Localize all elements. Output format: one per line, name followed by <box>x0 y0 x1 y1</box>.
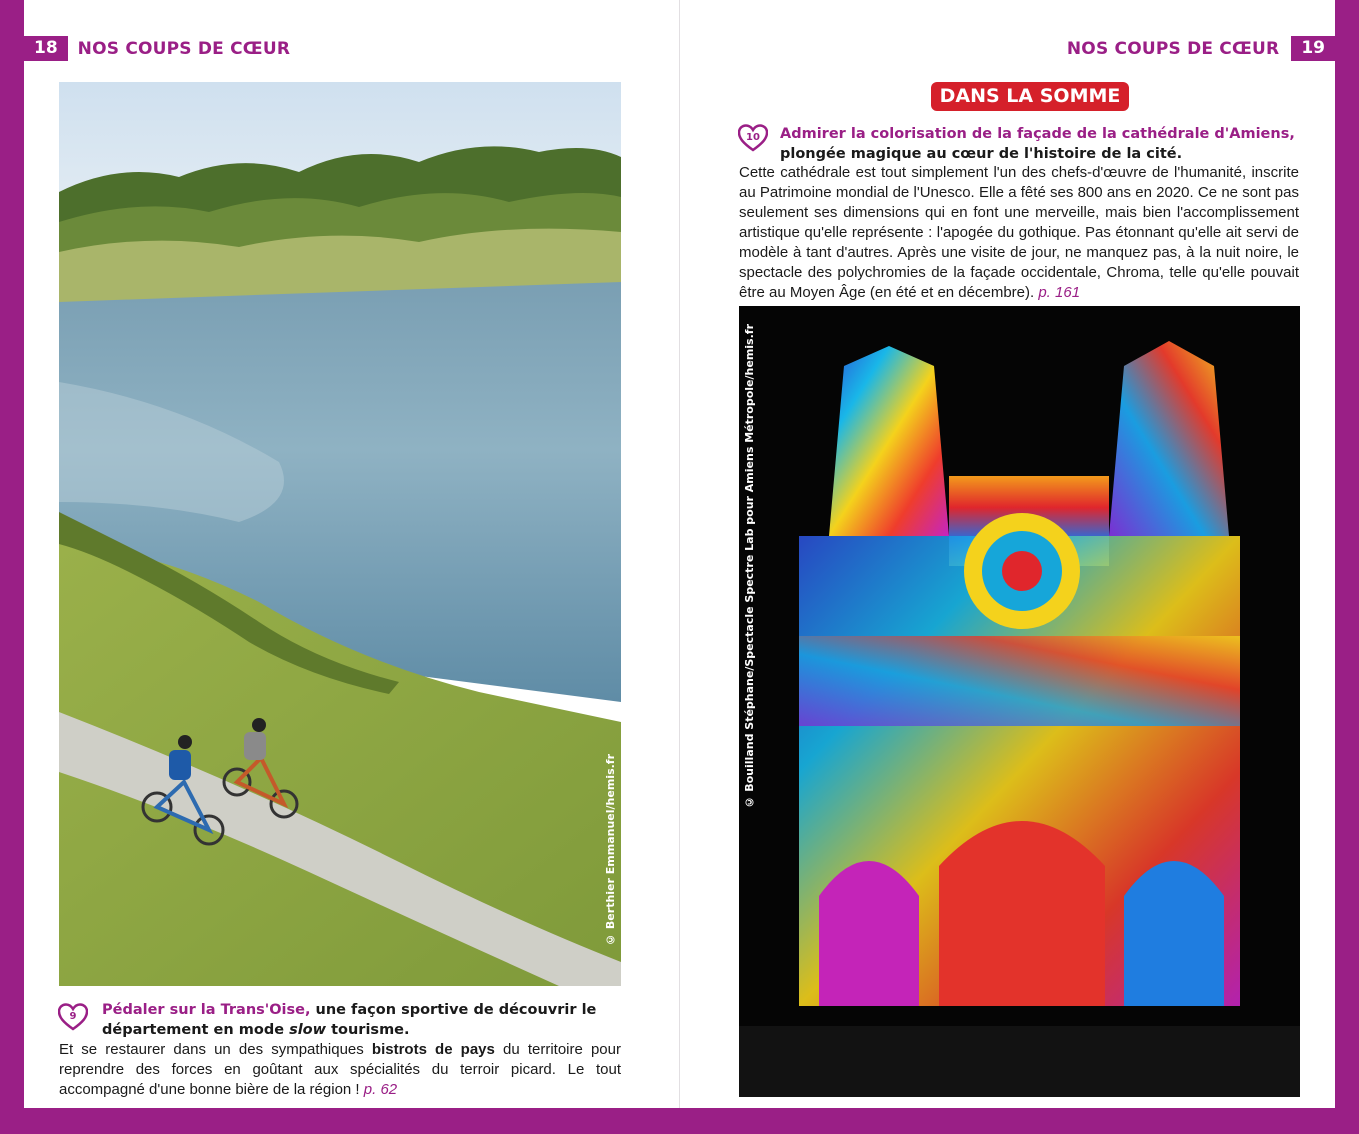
right-page <box>680 0 1335 1108</box>
item-lead-line2: plongée magique au cœur de l'histoire de la cité. <box>780 146 1183 162</box>
item-body-b: du territoire pour reprendre des forces en goûtant aux spécialités du terroir picard. Le tout accompagné d'une bonne bière de la région ! <box>59 1041 621 1098</box>
region-badge: DANS LA SOMME <box>931 82 1129 111</box>
cathedral-photo <box>739 306 1300 1097</box>
lake-landscape-illustration <box>59 82 621 986</box>
item-body-a: Et se restaurer dans un des sympathiques <box>59 1041 372 1058</box>
right-page-header <box>1067 36 1335 61</box>
item-lead-line1: Admirer la colorisation de la façade de la cathédrale d'Amiens, <box>780 126 1295 142</box>
cyclists-lake-photo <box>59 82 621 986</box>
photo-credit: © Bouilland Stéphane/Spectacle Spectre Lab pour Amiens Métropole/hemis.fr <box>743 324 756 809</box>
item-body-bold: bistrots de pays <box>371 1041 495 1058</box>
item-lead-highlight: Pédaler sur la Trans'Oise, <box>102 1002 311 1018</box>
heart-number-icon <box>738 124 768 152</box>
item-lead-line1: une façon sportive de découvrir le <box>310 1002 597 1018</box>
photo-credit: © Berthier Emmanuel/hemis.fr <box>604 754 617 946</box>
item-lead-line2-a: département en mode <box>102 1022 290 1038</box>
item-lead-italic: slow <box>289 1022 327 1038</box>
heart-number-icon <box>58 1003 88 1031</box>
page-reference-link[interactable]: p. 62 <box>363 1081 398 1098</box>
cathedral-illustration <box>739 306 1300 1097</box>
item-lead-line2-b: tourisme. <box>326 1022 410 1038</box>
item-number: 10 <box>746 132 760 143</box>
item-lead <box>780 124 1300 164</box>
bottom-strip <box>0 1108 1359 1134</box>
page-number: 18 <box>24 36 68 61</box>
section-title: NOS COUPS DE CŒUR <box>77 38 291 59</box>
left-page-header <box>24 36 290 61</box>
left-page <box>24 0 679 1108</box>
item-body-text: Cette cathédrale est tout simplement l'un des chefs-d'œuvre de l'humanité, inscrite au Patrimoine mondial de l'Unesco. Elle a fêté ses 800 ans en 2020. Ce ne sont pas seulement ses dimensions qui en font une merveille, mais bien l'accomplissement artistique qu'elle représente : l'apogée du gothique. Pas étonnant qu'elle ait servi de modèle à tant d'autres. Après une visite de jour, ne manquez pas, à la nuit noire, le spectacle des polychromies de la façade occidentale, Chroma, telle qu'elle pouvait être au Moyen Âge (en été et en décembre). <box>739 164 1299 301</box>
page-reference-link[interactable]: p. 161 <box>1038 284 1081 301</box>
item-lead <box>102 1000 622 1040</box>
item-body <box>739 163 1299 303</box>
section-title: NOS COUPS DE CŒUR <box>1066 38 1280 59</box>
item-number: 9 <box>69 1011 77 1022</box>
page-number: 19 <box>1291 36 1335 61</box>
item-body <box>59 1040 621 1100</box>
